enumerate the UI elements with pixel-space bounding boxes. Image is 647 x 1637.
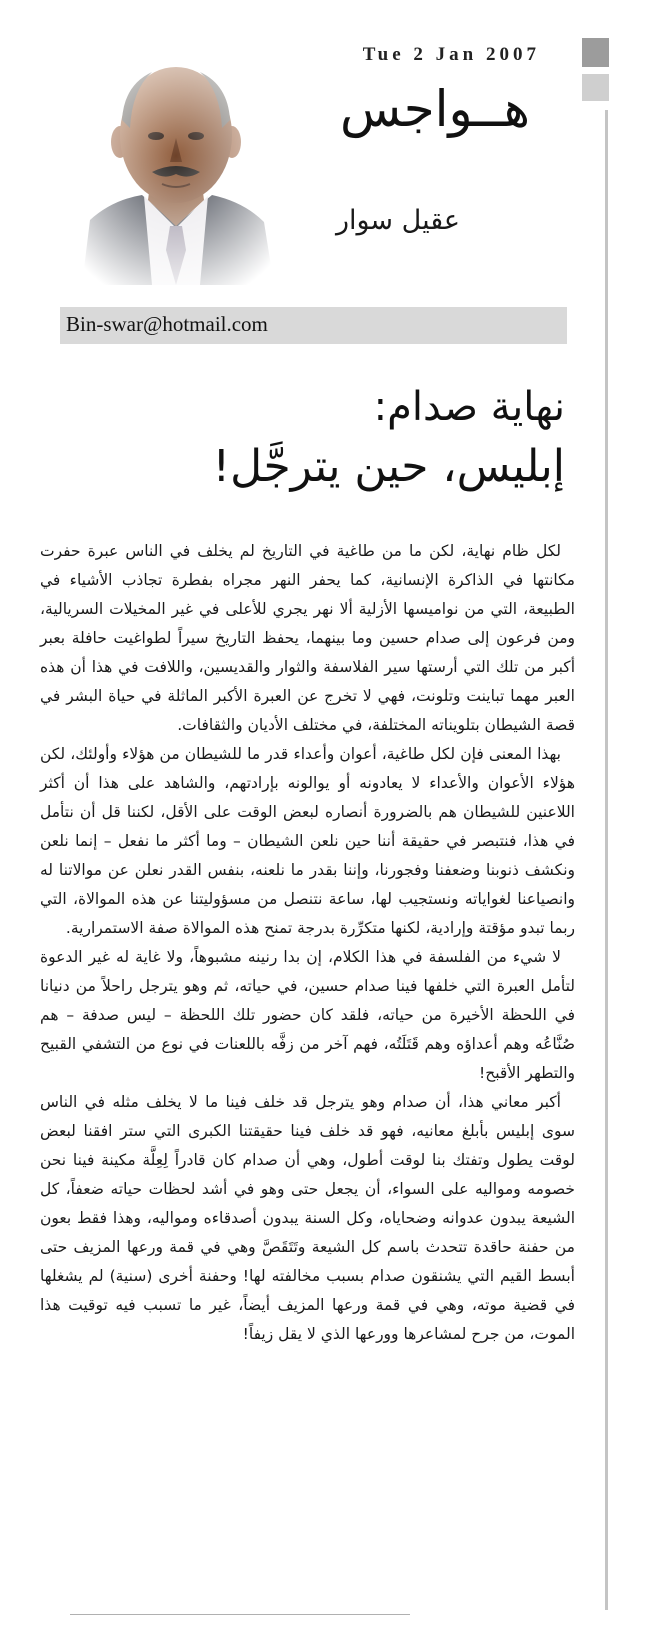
column-title: هــواجس	[339, 80, 530, 138]
bottom-rule	[70, 1614, 410, 1615]
article-body	[40, 537, 575, 1349]
side-vertical-rule	[605, 110, 608, 1610]
article-paragraph-3: لا شيء من الفلسفة في هذا الكلام، إن بدا رنينه مشبوهاً، ولا غاية له غير الدعوة لتأمل العبرة التي خلفها فينا صدام حسين، في حياته، ثم وهو يترجل راحلاً من دنيانا في اللحظة الأخيرة من حياته، فلقد كان حضور تلك اللحظة – ليس صدفة – هم صُنَّاعُه وهم أعداؤه وهم قَتَلَتُه، فهم آخر من زفَّه باللعنات في نوع من التشفي القبيح والتطهر الأقبح!	[40, 948, 575, 1082]
side-decoration-dark	[582, 38, 609, 67]
article-paragraph-2: بهذا المعنى فإن لكل طاغية، أعوان وأعداء قدر ما للشيطان من هؤلاء وأولئك، لكن هؤلاء الأعوان والأعداء لا يعادونه أو يوالونه بإرادتهم، والشاهد على هذا أن أكثر اللاعنين للشيطان هم بالضرورة أنصاره لبعض الوقت على الأقل، لكننا قل أن نتأمل في هذا، فنتبصر في حقيقة أننا حين نلعن الشيطان – وما أكثر ما نفعل – إنما نلعن ونكشف ذنوبنا وضعفنا وفجورنا، وإننا بقدر ما نلعنه، بنفس القدر نعلن عن موالاتنا له وانصياعنا لغواياته ونستجيب لها، ساعة نتنصل من مسؤوليتنا عن هذه الموالاة، التي ربما تبدو مؤقتة وإرادية، لكنها متكرِّرة بدرجة تمنح هذه الموالاة صفة الاستمرارية.	[40, 745, 575, 937]
author-email: Bin-swar@hotmail.com	[66, 312, 268, 336]
headline-line-2: إبليس، حين يترجَّل!	[212, 441, 565, 492]
author-name: عقيل سوار	[335, 205, 460, 236]
publication-date: Tue 2 Jan 2007	[362, 44, 540, 65]
side-decoration-light	[582, 74, 609, 101]
article-paragraph-4: أكبر معاني هذا، أن صدام وهو يترجل قد خلف فينا ما لا يخلف مثله في الناس سوى إبليس بأبلغ معانيه، فهو قد خلف فينا حقيقتنا الكبرى التي ستر افقنا لبعض لوقت يطول وتفتك بنا لوقت أطول، وهي أن صدام كان قادراً لِعِلَّة مكينة فينا نحن خصومه ومواليه على السواء، أن يجعل حتى وهو في أشد لحظات حياته ضعفاً، كل الشيعة يبدون عدوانه وضحاياه، وكل السنة يبدون أصدقاءه ومواليه، وهذا فقط بعون من حفنة حاقدة تتحدث باسم كل الشيعة وتَتَقَصَّ وهي في قمة ورعها المزيف حتى أبسط القيم التي يشنقون صدام بسبب مخالفته لها! وحفنة أخرى (سنية) لم يشغلها في قضية موته، وهي في قمة ورعها المزيف أيضاً، غير ما تسبب فيه توقيت هذا الموت، من جرح لمشاعرها وورعها الذي لا يقل زيفاً!	[40, 1093, 575, 1343]
article-paragraph-1: لكل ظام نهاية، لكن ما من طاغية في التاريخ لم يخلف في الناس عبرة حفرت مكانتها في الذاكرة الإنسانية، كما يحفر النهر مجراه بفطرة تجاذب الأشياء في الطبيعة، التي من نواميسها الأزلية ألا نهر يجري للأعلى في غير المخيلات السريالية، ومن فرعون إلى صدام حسين وما بينهما، يحفظ التاريخ سيراً لطواغيت حافلة بعبر أكبر من تلك التي أرستها سير الفلاسفة والثوار والقديسين، واللافت في هذا أن هذه العبر مهما تباينت وتلونت، فهي لا تخرج عن العبرة الأكبر الماثلة في حياة البشر في قصة الشيطان بتلويناته المختلفة، في مختلف الأديان والثقافات.	[40, 542, 575, 734]
article-headline	[60, 378, 565, 498]
author-portrait	[72, 50, 280, 285]
headline-line-1: نهاية صدام:	[373, 384, 565, 430]
